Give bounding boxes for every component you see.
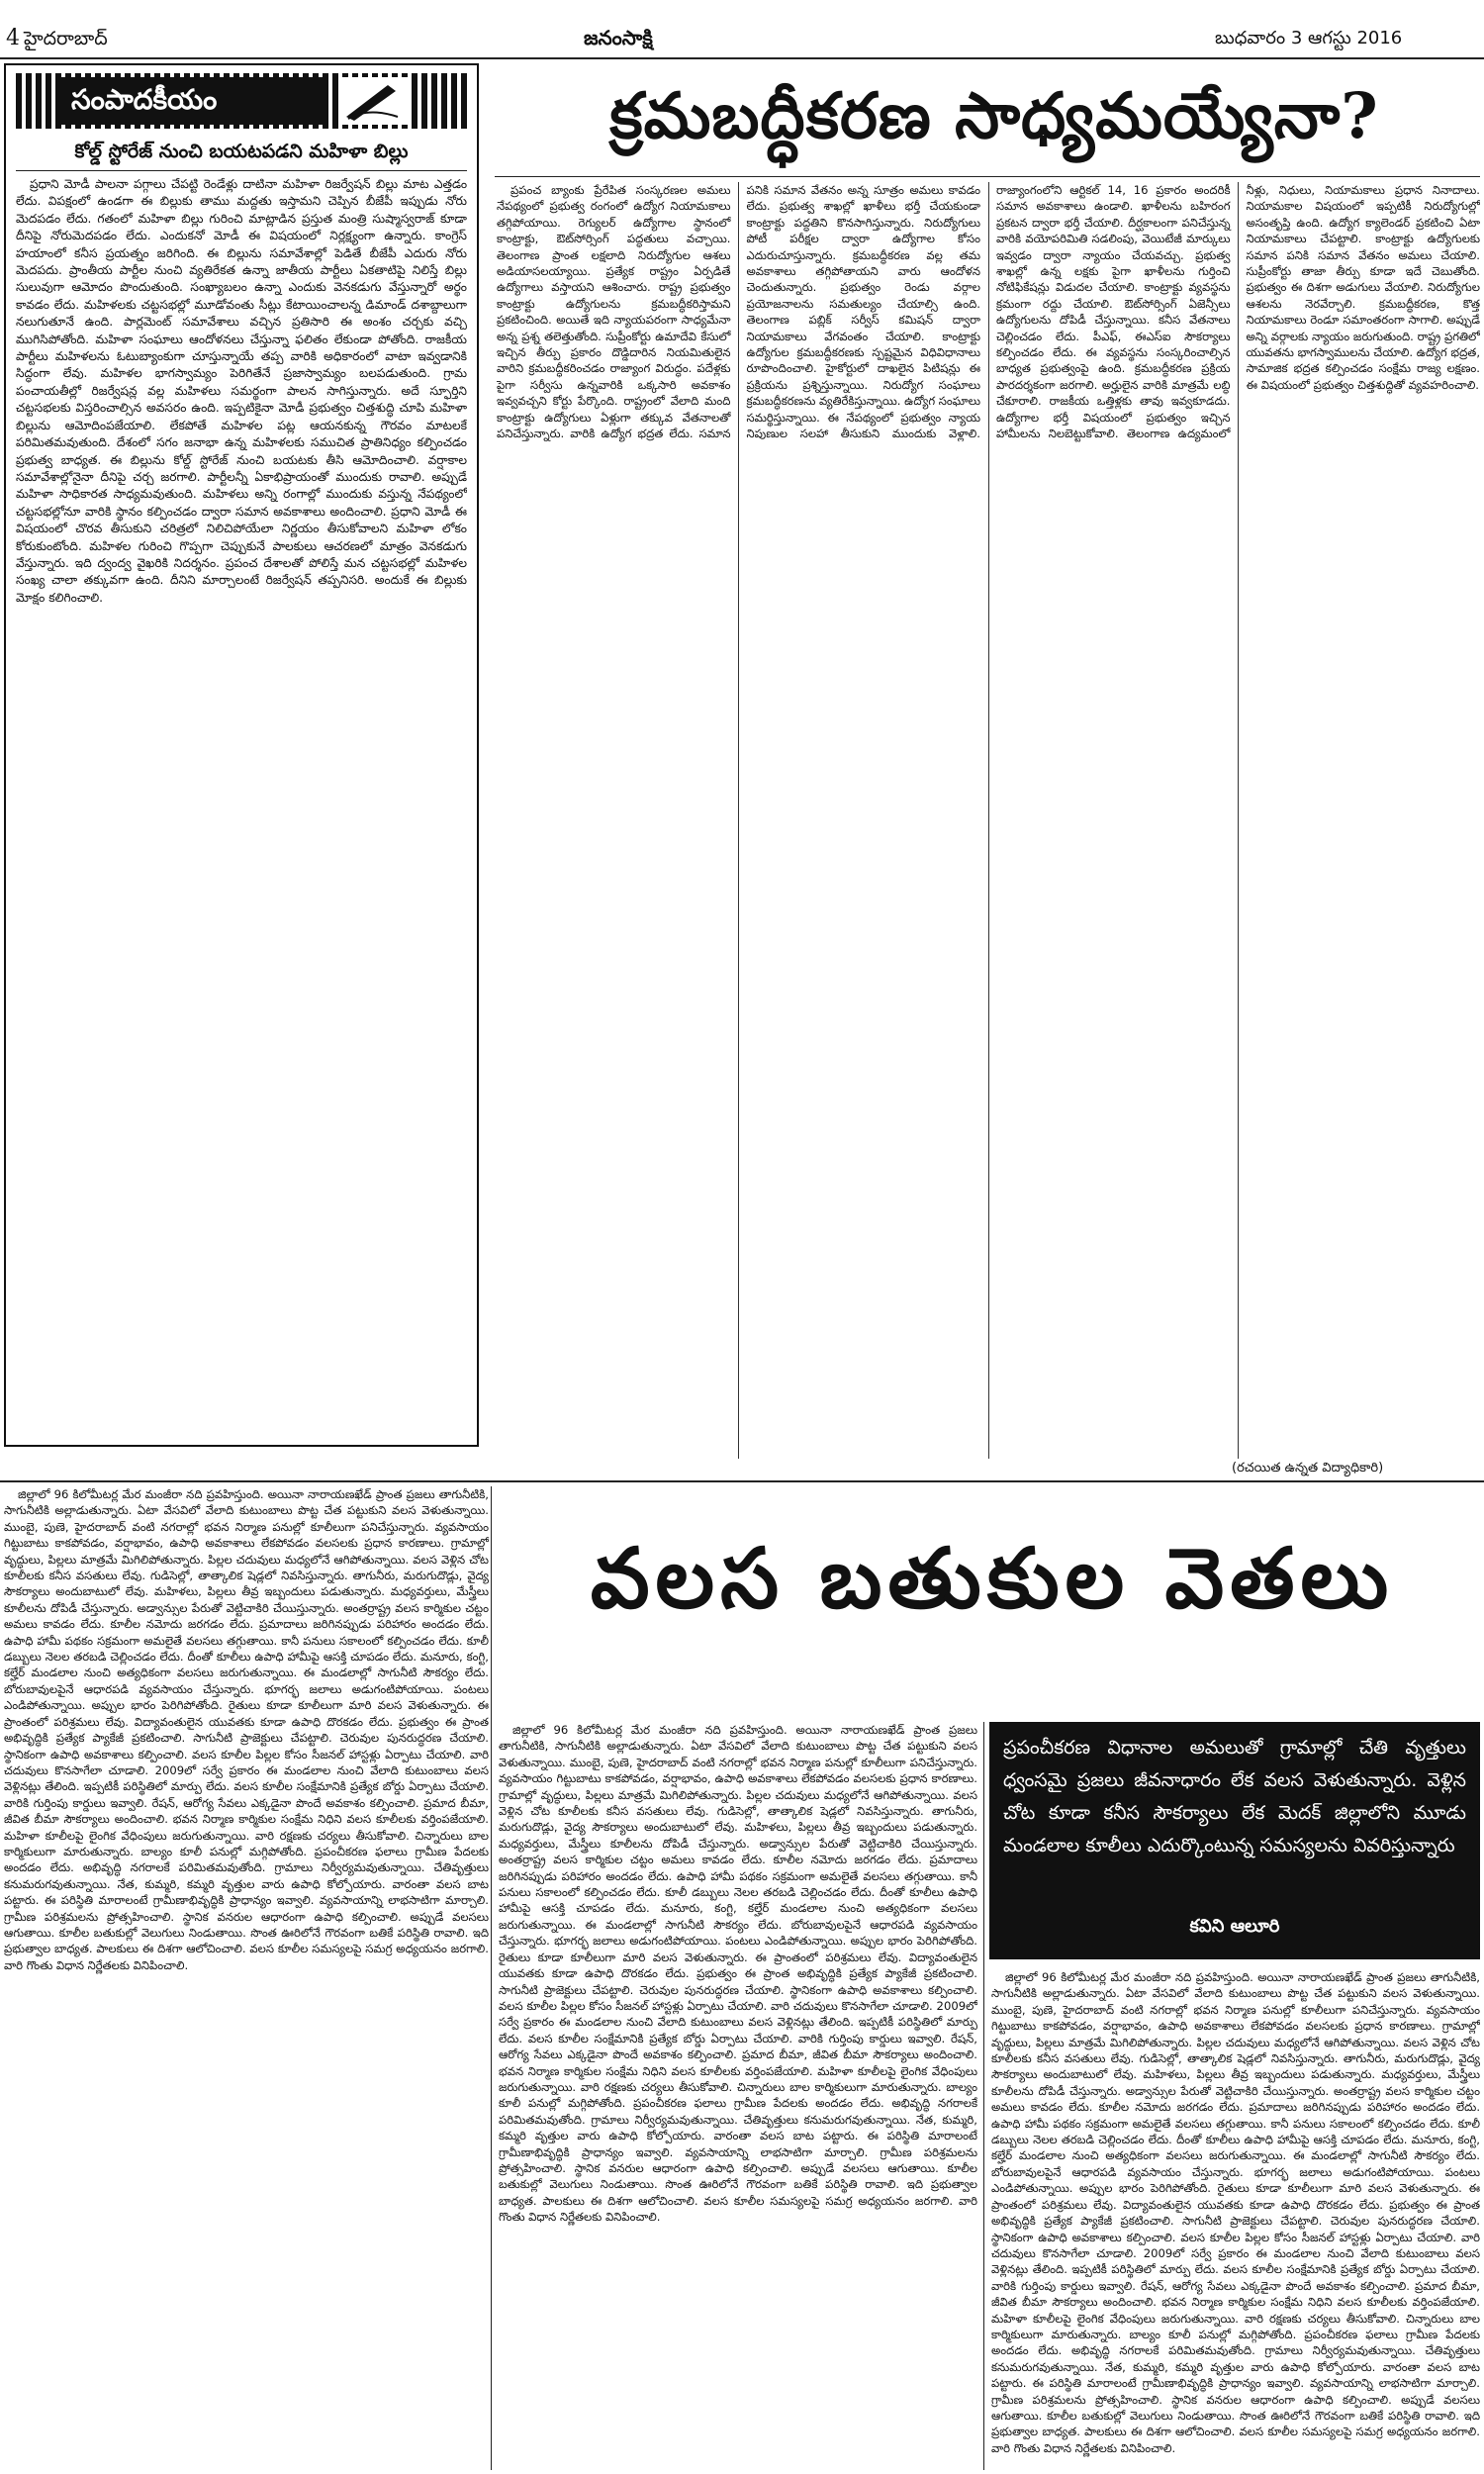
article2-body <box>4 1486 489 2470</box>
article2-headline: వలస బతుకుల వెతలు <box>590 1529 1395 1627</box>
city-name: హైదరాబాద్ <box>24 28 108 49</box>
column-rule-a <box>491 1486 492 2470</box>
editorial-label: సంపాదకీయం <box>71 83 218 116</box>
paper-name: జనంసాక్షి <box>584 26 653 49</box>
issue-date: బుధవారం 3 ఆగస్టు 2016 <box>1215 28 1403 48</box>
editorial-box <box>4 63 479 1447</box>
page-number: 4 <box>6 26 20 50</box>
article1-body <box>497 182 1480 1459</box>
article2-author: కవిని ఆలూరి <box>1189 1916 1280 1937</box>
article1-headline-rule <box>495 176 1480 177</box>
article2-text-right: జిల్లాలో 96 కిలోమీటర్ల మేర మంజీరా నది ప్రవహిస్తుంది. అయినా నారాయణఖేడ్ ప్రాంత ప్రజలు తాగునీటికి, సాగునీటికి అల్లాడుతున్నారు. ఏటా వేసవిలో వేలాది కుటుంబాలు పొట్ట చేత పట్టుకుని వలస వెళుతున్నాయి. ముంబై, పుణె, హైదరాబాద్ వంటి నగరాల్లో భవన నిర్మాణ పనుల్లో కూలీలుగా పనిచేస్తున్నారు. వ్యవసాయం గిట్టుబాటు కాకపోవడం, వర్షాభావం, ఉపాధి అవకాశాలు లేకపోవడం వలసలకు ప్రధాన కారణాలు. గ్రామాల్లో వృద్ధులు, పిల్లలు మాత్రమే మిగిలిపోతున్నారు. పిల్లల చదువులు మధ్యలోనే ఆగిపోతున్నాయి. వలస వెళ్లిన చోట కూలీలకు కనీస వసతులు లేవు. గుడిసెల్లో, తాత్కాలిక షెడ్లలో నివసిస్తున్నారు. తాగునీరు, మరుగుదొడ్లు, వైద్య సౌకర్యాలు అందుబాటులో లేవు. మహిళలు, పిల్లలు తీవ్ర ఇబ్బందులు పడుతున్నారు. మధ్యవర్తులు, మేస్త్రీలు కూలీలను దోపిడీ చేస్తున్నారు. అడ్వాన్సుల పేరుతో వెట్టిచాకిరి చేయిస్తున్నారు. అంతర్రాష్ట్ర వలస కార్మికుల చట్టం అమలు కావడం లేదు. కూలీల నమోదు జరగడం లేదు. ప్రమాదాలు జరిగినప్పుడు పరిహారం అందడం లేదు. ఉపాధి హామీ పథకం సక్రమంగా అమలైతే వలసలు తగ్గుతాయి. కానీ పనులు సకాలంలో కల్పించడం లేదు. కూలీ డబ్బులు నెలల తరబడి చెల్లించడం లేదు. దీంతో కూలీలు ఉపాధి హామీపై ఆసక్తి చూపడం లేదు. మనూరు, కంగ్టి, కల్హేర్ మండలాల నుంచి అత్యధికంగా వలసలు జరుగుతున్నాయి. ఈ మండలాల్లో సాగునీటి సౌకర్యం లేదు. బోరుబావులపైనే ఆధారపడి వ్యవసాయం చేస్తున్నారు. భూగర్భ జలాలు అడుగంటిపోయాయి. పంటలు ఎండిపోతున్నాయి. అప్పుల భారం పెరిగిపోతోంది. రైతులు కూడా కూలీలుగా మారి వలస వెళుతున్నారు. ఈ ప్రాంతంలో పరిశ్రమలు లేవు. విద్యావంతులైన యువతకు కూడా ఉపాధి దొరకడం లేదు. ప్రభుత్వం ఈ ప్రాంత అభివృద్ధికి ప్రత్యేక ప్యాకేజీ ప్రకటించాలి. సాగునీటి ప్రాజెక్టులు చేపట్టాలి. చెరువుల పునరుద్ధరణ చేయాలి. స్థానికంగా ఉపాధి అవకాశాలు కల్పించాలి. వలస కూలీల పిల్లల కోసం సీజనల్ హాస్టళ్లు ఏర్పాటు చేయాలి. వారి చదువులు కొనసాగేలా చూడాలి. 2009లో సర్వే ప్రకారం ఈ మండలాల నుంచి వేలాది కుటుంబాలు వలస వెళ్లినట్లు తేలింది. ఇప్పటికీ పరిస్థితిలో మార్పు లేదు. వలస కూలీల సంక్షేమానికి ప్రత్యేక బోర్డు ఏర్పాటు చేయాలి. వారికి గుర్తింపు కార్డులు ఇవ్వాలి. రేషన్, ఆరోగ్య సేవలు ఎక్కడైనా పొందే అవకాశం కల్పించాలి. ప్రమాద బీమా, జీవిత బీమా సౌకర్యాలు అందించాలి. భవన నిర్మాణ కార్మికుల సంక్షేమ నిధిని వలస కూలీలకు వర్తింపజేయాలి. మహిళా కూలీలపై లైంగిక వేధింపులు జరుగుతున్నాయి. వారి రక్షణకు చర్యలు తీసుకోవాలి. చిన్నారులు బాల కార్మికులుగా మారుతున్నారు. బాల్యం కూలీ పనుల్లో మగ్గిపోతోంది. ప్రపంచీకరణ ఫలాలు గ్రామీణ పేదలకు అందడం లేదు. అభివృద్ధి నగరాలకే పరిమితమవుతోంది. గ్రామాలు నిర్వీర్యమవుతున్నాయి. చేతివృత్తులు కనుమరుగవుతున్నాయి. నేత, కుమ్మరి, కమ్మరి వృత్తుల వారు ఉపాధి కోల్పోయారు. వారంతా వలస బాట పట్టారు. ఈ పరిస్థితి మారాలంటే గ్రామీణాభివృద్ధికి ప్రాధాన్యం ఇవ్వాలి. వ్యవసాయాన్ని లాభసాటిగా మార్చాలి. గ్రామీణ పరిశ్రమలను ప్రోత్సహించాలి. స్థానిక వనరుల ఆధారంగా ఉపాధి కల్పించాలి. అప్పుడే వలసలు ఆగుతాయి. కూలీల బతుకుల్లో వెలుగులు నిండుతాయి. సొంత ఊరిలోనే గౌరవంగా బతికే పరిస్థితి రావాలి. ఇది ప్రభుత్వాల బాధ్యత. పాలకులు ఈ దిశగా ఆలోచించాలి. వలస కూలీల సమస్యలపై సమగ్ర అధ్యయనం జరగాలి. వారి గొంతు విధాన నిర్ణేతలకు వినిపించాలి. <box>991 1970 1480 2455</box>
article2-intro-box <box>989 1722 1480 1959</box>
editorial-subtitle: కోల్డ్ స్టోరేజ్ నుంచి బయటపడని మహిళా బిల్లు <box>74 141 409 162</box>
editorial-subtitle-rule <box>16 170 467 171</box>
article2-intro: ప్రపంచీకరణ విధానాల అమలుతో గ్రామాల్లో చేతి వృత్తులు ధ్వంసమై ప్రజలు జీవనాధారం లేక వలస వెళుతున్నారు. వెళ్లిన చోట కూడా కనీస సౌకర్యాలు లేక మెదక్ జిల్లాలోని మూడు మండలాల కూలీలు ఎదుర్కొంటున్న సమస్యలను వివరిస్తున్నారు <box>1003 1737 1466 1856</box>
article2-text-middle: జిల్లాలో 96 కిలోమీటర్ల మేర మంజీరా నది ప్రవహిస్తుంది. అయినా నారాయణఖేడ్ ప్రాంత ప్రజలు తాగునీటికి, సాగునీటికి అల్లాడుతున్నారు. ఏటా వేసవిలో వేలాది కుటుంబాలు పొట్ట చేత పట్టుకుని వలస వెళుతున్నాయి. ముంబై, పుణె, హైదరాబాద్ వంటి నగరాల్లో భవన నిర్మాణ పనుల్లో కూలీలుగా పనిచేస్తున్నారు. వ్యవసాయం గిట్టుబాటు కాకపోవడం, వర్షాభావం, ఉపాధి అవకాశాలు లేకపోవడం వలసలకు ప్రధాన కారణాలు. గ్రామాల్లో వృద్ధులు, పిల్లలు మాత్రమే మిగిలిపోతున్నారు. పిల్లల చదువులు మధ్యలోనే ఆగిపోతున్నాయి. వలస వెళ్లిన చోట కూలీలకు కనీస వసతులు లేవు. గుడిసెల్లో, తాత్కాలిక షెడ్లలో నివసిస్తున్నారు. తాగునీరు, మరుగుదొడ్లు, వైద్య సౌకర్యాలు అందుబాటులో లేవు. మహిళలు, పిల్లలు తీవ్ర ఇబ్బందులు పడుతున్నారు. మధ్యవర్తులు, మేస్త్రీలు కూలీలను దోపిడీ చేస్తున్నారు. అడ్వాన్సుల పేరుతో వెట్టిచాకిరి చేయిస్తున్నారు. అంతర్రాష్ట్ర వలస కార్మికుల చట్టం అమలు కావడం లేదు. కూలీల నమోదు జరగడం లేదు. ప్రమాదాలు జరిగినప్పుడు పరిహారం అందడం లేదు. ఉపాధి హామీ పథకం సక్రమంగా అమలైతే వలసలు తగ్గుతాయి. కానీ పనులు సకాలంలో కల్పించడం లేదు. కూలీ డబ్బులు నెలల తరబడి చెల్లించడం లేదు. దీంతో కూలీలు ఉపాధి హామీపై ఆసక్తి చూపడం లేదు. మనూరు, కంగ్టి, కల్హేర్ మండలాల నుంచి అత్యధికంగా వలసలు జరుగుతున్నాయి. ఈ మండలాల్లో సాగునీటి సౌకర్యం లేదు. బోరుబావులపైనే ఆధారపడి వ్యవసాయం చేస్తున్నారు. భూగర్భ జలాలు అడుగంటిపోయాయి. పంటలు ఎండిపోతున్నాయి. అప్పుల భారం పెరిగిపోతోంది. రైతులు కూడా కూలీలుగా మారి వలస వెళుతున్నారు. ఈ ప్రాంతంలో పరిశ్రమలు లేవు. విద్యావంతులైన యువతకు కూడా ఉపాధి దొరకడం లేదు. ప్రభుత్వం ఈ ప్రాంత అభివృద్ధికి ప్రత్యేక ప్యాకేజీ ప్రకటించాలి. సాగునీటి ప్రాజెక్టులు చేపట్టాలి. చెరువుల పునరుద్ధరణ చేయాలి. స్థానికంగా ఉపాధి అవకాశాలు కల్పించాలి. వలస కూలీల పిల్లల కోసం సీజనల్ హాస్టళ్లు ఏర్పాటు చేయాలి. వారి చదువులు కొనసాగేలా చూడాలి. 2009లో సర్వే ప్రకారం ఈ మండలాల నుంచి వేలాది కుటుంబాలు వలస వెళ్లినట్లు తేలింది. ఇప్పటికీ పరిస్థితిలో మార్పు లేదు. వలస కూలీల సంక్షేమానికి ప్రత్యేక బోర్డు ఏర్పాటు చేయాలి. వారికి గుర్తింపు కార్డులు ఇవ్వాలి. రేషన్, ఆరోగ్య సేవలు ఎక్కడైనా పొందే అవకాశం కల్పించాలి. ప్రమాద బీమా, జీవిత బీమా సౌకర్యాలు అందించాలి. భవన నిర్మాణ కార్మికుల సంక్షేమ నిధిని వలస కూలీలకు వర్తింపజేయాలి. మహిళా కూలీలపై లైంగిక వేధింపులు జరుగుతున్నాయి. వారి రక్షణకు చర్యలు తీసుకోవాలి. చిన్నారులు బాల కార్మికులుగా మారుతున్నారు. బాల్యం కూలీ పనుల్లో మగ్గిపోతోంది. ప్రపంచీకరణ ఫలాలు గ్రామీణ పేదలకు అందడం లేదు. అభివృద్ధి నగరాలకే పరిమితమవుతోంది. గ్రామాలు నిర్వీర్యమవుతున్నాయి. చేతివృత్తులు కనుమరుగవుతున్నాయి. నేత, కుమ్మరి, కమ్మరి వృత్తుల వారు ఉపాధి కోల్పోయారు. వారంతా వలస బాట పట్టారు. ఈ పరిస్థితి మారాలంటే గ్రామీణాభివృద్ధికి ప్రాధాన్యం ఇవ్వాలి. వ్యవసాయాన్ని లాభసాటిగా మార్చాలి. గ్రామీణ పరిశ్రమలను ప్రోత్సహించాలి. స్థానిక వనరుల ఆధారంగా ఉపాధి కల్పించాలి. అప్పుడే వలసలు ఆగుతాయి. కూలీల బతుకుల్లో వెలుగులు నిండుతాయి. సొంత ఊరిలోనే గౌరవంగా బతికే పరిస్థితి రావాలి. ఇది ప్రభుత్వాల బాధ్యత. పాలకులు ఈ దిశగా ఆలోచించాలి. వలస కూలీల సమస్యలపై సమగ్ర అధ్యయనం జరగాలి. వారి గొంతు విధాన నిర్ణేతలకు వినిపించాలి. <box>499 1723 977 2225</box>
pen-icon <box>338 77 408 125</box>
article1-author: (రచయిత ఉన్నత విద్యాధికారి) <box>1232 1461 1384 1475</box>
masthead <box>0 0 1484 61</box>
article1-headline: క్రమబద్ధీకరణ సాధ్యమయ్యేనా? <box>609 79 1379 153</box>
editorial-body <box>16 176 467 1439</box>
article2-text-left: జిల్లాలో 96 కిలోమీటర్ల మేర మంజీరా నది ప్రవహిస్తుంది. అయినా నారాయణఖేడ్ ప్రాంత ప్రజలు తాగునీటికి, సాగునీటికి అల్లాడుతున్నారు. ఏటా వేసవిలో వేలాది కుటుంబాలు పొట్ట చేత పట్టుకుని వలస వెళుతున్నాయి. ముంబై, పుణె, హైదరాబాద్ వంటి నగరాల్లో భవన నిర్మాణ పనుల్లో కూలీలుగా పనిచేస్తున్నారు. వ్యవసాయం గిట్టుబాటు కాకపోవడం, వర్షాభావం, ఉపాధి అవకాశాలు లేకపోవడం వలసలకు ప్రధాన కారణాలు. గ్రామాల్లో వృద్ధులు, పిల్లలు మాత్రమే మిగిలిపోతున్నారు. పిల్లల చదువులు మధ్యలోనే ఆగిపోతున్నాయి. వలస వెళ్లిన చోట కూలీలకు కనీస వసతులు లేవు. గుడిసెల్లో, తాత్కాలిక షెడ్లలో నివసిస్తున్నారు. తాగునీరు, మరుగుదొడ్లు, వైద్య సౌకర్యాలు అందుబాటులో లేవు. మహిళలు, పిల్లలు తీవ్ర ఇబ్బందులు పడుతున్నారు. మధ్యవర్తులు, మేస్త్రీలు కూలీలను దోపిడీ చేస్తున్నారు. అడ్వాన్సుల పేరుతో వెట్టిచాకిరి చేయిస్తున్నారు. అంతర్రాష్ట్ర వలస కార్మికుల చట్టం అమలు కావడం లేదు. కూలీల నమోదు జరగడం లేదు. ప్రమాదాలు జరిగినప్పుడు పరిహారం అందడం లేదు. ఉపాధి హామీ పథకం సక్రమంగా అమలైతే వలసలు తగ్గుతాయి. కానీ పనులు సకాలంలో కల్పించడం లేదు. కూలీ డబ్బులు నెలల తరబడి చెల్లించడం లేదు. దీంతో కూలీలు ఉపాధి హామీపై ఆసక్తి చూపడం లేదు. మనూరు, కంగ్టి, కల్హేర్ మండలాల నుంచి అత్యధికంగా వలసలు జరుగుతున్నాయి. ఈ మండలాల్లో సాగునీటి సౌకర్యం లేదు. బోరుబావులపైనే ఆధారపడి వ్యవసాయం చేస్తున్నారు. భూగర్భ జలాలు అడుగంటిపోయాయి. పంటలు ఎండిపోతున్నాయి. అప్పుల భారం పెరిగిపోతోంది. రైతులు కూడా కూలీలుగా మారి వలస వెళుతున్నారు. ఈ ప్రాంతంలో పరిశ్రమలు లేవు. విద్యావంతులైన యువతకు కూడా ఉపాధి దొరకడం లేదు. ప్రభుత్వం ఈ ప్రాంత అభివృద్ధికి ప్రత్యేక ప్యాకేజీ ప్రకటించాలి. సాగునీటి ప్రాజెక్టులు చేపట్టాలి. చెరువుల పునరుద్ధరణ చేయాలి. స్థానికంగా ఉపాధి అవకాశాలు కల్పించాలి. వలస కూలీల పిల్లల కోసం సీజనల్ హాస్టళ్లు ఏర్పాటు చేయాలి. వారి చదువులు కొనసాగేలా చూడాలి. 2009లో సర్వే ప్రకారం ఈ మండలాల నుంచి వేలాది కుటుంబాలు వలస వెళ్లినట్లు తేలింది. ఇప్పటికీ పరిస్థితిలో మార్పు లేదు. వలస కూలీల సంక్షేమానికి ప్రత్యేక బోర్డు ఏర్పాటు చేయాలి. వారికి గుర్తింపు కార్డులు ఇవ్వాలి. రేషన్, ఆరోగ్య సేవలు ఎక్కడైనా పొందే అవకాశం కల్పించాలి. ప్రమాద బీమా, జీవిత బీమా సౌకర్యాలు అందించాలి. భవన నిర్మాణ కార్మికుల సంక్షేమ నిధిని వలస కూలీలకు వర్తింపజేయాలి. మహిళా కూలీలపై లైంగిక వేధింపులు జరుగుతున్నాయి. వారి రక్షణకు చర్యలు తీసుకోవాలి. చిన్నారులు బాల కార్మికులుగా మారుతున్నారు. బాల్యం కూలీ పనుల్లో మగ్గిపోతోంది. ప్రపంచీకరణ ఫలాలు గ్రామీణ పేదలకు అందడం లేదు. అభివృద్ధి నగరాలకే పరిమితమవుతోంది. గ్రామాలు నిర్వీర్యమవుతున్నాయి. చేతివృత్తులు కనుమరుగవుతున్నాయి. నేత, కుమ్మరి, కమ్మరి వృత్తుల వారు ఉపాధి కోల్పోయారు. వారంతా వలస బాట పట్టారు. ఈ పరిస్థితి మారాలంటే గ్రామీణాభివృద్ధికి ప్రాధాన్యం ఇవ్వాలి. వ్యవసాయాన్ని లాభసాటిగా మార్చాలి. గ్రామీణ పరిశ్రమలను ప్రోత్సహించాలి. స్థానిక వనరుల ఆధారంగా ఉపాధి కల్పించాలి. అప్పుడే వలసలు ఆగుతాయి. కూలీల బతుకుల్లో వెలుగులు నిండుతాయి. సొంత ఊరిలోనే గౌరవంగా బతికే పరిస్థితి రావాలి. ఇది ప్రభుత్వాల బాధ్యత. పాలకులు ఈ దిశగా ఆలోచించాలి. వలస కూలీల సమస్యలపై సమగ్ర అధ్యయనం జరగాలి. వారి గొంతు విధాన నిర్ణేతలకు వినిపించాలి. <box>4 1487 489 1972</box>
article1-text: ప్రపంచ బ్యాంకు ప్రేరేపిత సంస్కరణల అమలు నేపథ్యంలో ప్రభుత్వ రంగంలో ఉద్యోగ నియామకాలు తగ్గిపోయాయి. రెగ్యులర్ ఉద్యోగాల స్థానంలో కాంట్రాక్టు, ఔట్‌సోర్సింగ్ పద్ధతులు వచ్చాయి. తెలంగాణ ప్రాంత లక్షలాది నిరుద్యోగుల ఆశలు అడియాసలయ్యాయి. ప్రత్యేక రాష్ట్రం ఏర్పడితే ఉద్యోగాలు వస్తాయని ఆశించారు. రాష్ట్ర ప్రభుత్వం కాంట్రాక్టు ఉద్యోగులను క్రమబద్ధీకరిస్తామని ప్రకటించింది. అయితే ఇది న్యాయపరంగా సాధ్యమేనా అన్న ప్రశ్న తలెత్తుతోంది. సుప్రీంకోర్టు ఉమాదేవి కేసులో ఇచ్చిన తీర్పు ప్రకారం దొడ్డిదారిన నియమితులైన వారిని క్రమబద్ధీకరించడం రాజ్యాంగ విరుద్ధం. పదేళ్లకు పైగా సర్వీసు ఉన్నవారికి ఒక్కసారి అవకాశం ఇవ్వవచ్చని కోర్టు పేర్కొంది. రాష్ట్రంలో వేలాది మంది కాంట్రాక్టు ఉద్యోగులు ఏళ్లుగా తక్కువ వేతనాలతో పనిచేస్తున్నారు. వారికి ఉద్యోగ భద్రత లేదు. సమాన పనికి సమాన వేతనం అన్న సూత్రం అమలు కావడం లేదు. ప్రభుత్వ శాఖల్లో ఖాళీలు భర్తీ చేయకుండా కాంట్రాక్టు పద్ధతిని కొనసాగిస్తున్నారు. నిరుద్యోగులు పోటీ పరీక్షల ద్వారా ఉద్యోగాల కోసం ఎదురుచూస్తున్నారు. క్రమబద్ధీకరణ వల్ల తమ అవకాశాలు తగ్గిపోతాయని వారు ఆందోళన చెందుతున్నారు. ప్రభుత్వం రెండు వర్గాల ప్రయోజనాలను సమతుల్యం చేయాల్సి ఉంది. తెలంగాణ పబ్లిక్ సర్వీస్ కమిషన్ ద్వారా నియామకాలు వేగవంతం చేయాలి. కాంట్రాక్టు ఉద్యోగుల క్రమబద్ధీకరణకు స్పష్టమైన విధివిధానాలు రూపొందించాలి. హైకోర్టులో దాఖలైన పిటిషన్లు ఈ ప్రక్రియను ప్రశ్నిస్తున్నాయి. నిరుద్యోగ సంఘాలు క్రమబద్ధీకరణను వ్యతిరేకిస్తున్నాయి. ఉద్యోగ సంఘాలు సమర్థిస్తున్నాయి. ఈ నేపథ్యంలో ప్రభుత్వం న్యాయ నిపుణుల సలహా తీసుకుని ముందుకు వెళ్లాలి. రాజ్యాంగంలోని ఆర్టికల్ 14, 16 ప్రకారం అందరికీ సమాన అవకాశాలు ఉండాలి. ఖాళీలను బహిరంగ ప్రకటన ద్వారా భర్తీ చేయాలి. దీర్ఘకాలంగా పనిచేస్తున్న వారికి వయోపరిమితి సడలింపు, వెయిటేజీ మార్కులు ఇవ్వడం ద్వారా న్యాయం చేయవచ్చు. ప్రభుత్వ శాఖల్లో ఉన్న లక్షకు పైగా ఖాళీలను గుర్తించి నోటిఫికేషన్లు విడుదల చేయాలి. కాంట్రాక్టు వ్యవస్థను క్రమంగా రద్దు చేయాలి. ఔట్‌సోర్సింగ్ ఏజెన్సీలు ఉద్యోగులను దోపిడీ చేస్తున్నాయి. కనీస వేతనాలు చెల్లించడం లేదు. పీఎఫ్, ఈఎస్ఐ సౌకర్యాలు కల్పించడం లేదు. ఈ వ్యవస్థను సంస్కరించాల్సిన బాధ్యత ప్రభుత్వంపై ఉంది. క్రమబద్ధీకరణ ప్రక్రియ పారదర్శకంగా జరగాలి. అర్హులైన వారికి మాత్రమే లబ్ధి చేకూరాలి. రాజకీయ ఒత్తిళ్లకు తావు ఇవ్వకూడదు. ఉద్యోగాల భర్తీ విషయంలో ప్రభుత్వం ఇచ్చిన హామీలను నిలబెట్టుకోవాలి. తెలంగాణ ఉద్యమంలో నీళ్లు, నిధులు, నియామకాలు ప్రధాన నినాదాలు. నియామకాల విషయంలో ఇప్పటికీ నిరుద్యోగుల్లో అసంతృప్తి ఉంది. ఉద్యోగ క్యాలెండర్ ప్రకటించి ఏటా నియామకాలు చేపట్టాలి. కాంట్రాక్టు ఉద్యోగులకు సమాన పనికి సమాన వేతనం అమలు చేయాలి. సుప్రీంకోర్టు తాజా తీర్పు కూడా ఇదే చెబుతోంది. ప్రభుత్వం ఈ దిశగా అడుగులు వేయాలి. నిరుద్యోగుల ఆశలను నెరవేర్చాలి. క్రమబద్ధీకరణ, కొత్త నియామకాలు రెండూ సమాంతరంగా సాగాలి. అప్పుడే అన్ని వర్గాలకు న్యాయం జరుగుతుంది. రాష్ట్ర ప్రగతిలో యువతను భాగస్వాములను చేయాలి. ఉద్యోగ భద్రత, సామాజిక భద్రత కల్పించడం సంక్షేమ రాజ్య లక్షణం. ఈ విషయంలో ప్రభుత్వం చిత్తశుద్ధితో వ్యవహరించాలి. <box>497 183 1480 441</box>
article2-body-middle <box>499 1722 977 2470</box>
masthead-rule <box>0 57 1484 59</box>
article2-body-right <box>991 1969 1480 2470</box>
editorial-banner <box>16 73 467 129</box>
editorial-text: ప్రధాని మోడీ పాలనా పగ్గాలు చేపట్టి రెండేళ్లు దాటినా మహిళా రిజర్వేషన్ బిల్లు మాట ఎత్తడం లేదు. విపక్షంలో ఉండగా ఈ బిల్లుకు తాము మద్దతు ఇస్తామని చెప్పిన బీజేపీ ఇప్పుడు నోరు మెదపడం లేదు. గతంలో మహిళా బిల్లు గురించి మాట్లాడిన ప్రస్తుత మంత్రి సుష్మాస్వరాజ్ కూడా దీనిపై నోరుమెదపడం లేదు. ఎందుకనో మోడీ ఈ విషయంలో నిర్లక్ష్యంగా ఉన్నారు. కాంగ్రెస్ హయాంలో కనీస ప్రయత్నం జరిగింది. ఈ బిల్లును సమావేశాల్లో పెడితే బీజేపీ ఎదురు నోరు మెదపదు. ప్రాంతీయ పార్టీల నుంచి వ్యతిరేకత ఉన్నా జాతీయ పార్టీలు ఏకతాటిపై నిలిస్తే బిల్లు సులువుగా ఆమోదం పొందుతుంది. సంఖ్యాబలం ఉన్నా ఎందుకు వెనకడుగు వేస్తున్నారో అర్థం కావడం లేదు. మహిళలకు చట్టసభల్లో మూడోవంతు సీట్లు కేటాయించాలన్న డిమాండ్ దశాబ్దాలుగా నలుగుతూనే ఉంది. పార్లమెంట్ సమావేశాలు వచ్చిన ప్రతిసారి ఈ అంశం చర్చకు వచ్చి ముగిసిపోతోంది. మహిళా సంఘాలు ఆందోళనలు చేస్తున్నా ఫలితం లేకుండా పోతోంది. రాజకీయ పార్టీలు మహిళలను ఓటుబ్యాంకుగా చూస్తున్నాయే తప్ప వారికి అధికారంలో వాటా ఇవ్వడానికి సిద్ధంగా లేవు. మహిళల భాగస్వామ్యం పెరిగితేనే ప్రజాస్వామ్యం బలపడుతుంది. గ్రామ పంచాయతీల్లో రిజర్వేషన్ల వల్ల మహిళలు సమర్థంగా పాలన సాగిస్తున్నారు. అదే స్ఫూర్తిని చట్టసభలకు విస్తరించాల్సిన అవసరం ఉంది. ఇప్పటికైనా మోడీ ప్రభుత్వం చిత్తశుద్ధి చూపి మహిళా బిల్లును ఆమోదింపజేయాలి. లేకపోతే మహిళల పట్ల ఆయనకున్న గౌరవం మాటలకే పరిమితమవుతుంది. దేశంలో సగం జనాభా ఉన్న మహిళలకు సముచిత ప్రాతినిధ్యం కల్పించడం ప్రభుత్వ బాధ్యత. ఈ బిల్లును కోల్డ్ స్టోరేజ్ నుంచి బయటకు తీసి ఆమోదించాలి. వర్షాకాల సమావేశాల్లోనైనా దీనిపై చర్చ జరగాలి. పార్టీలన్నీ ఏకాభిప్రాయంతో ముందుకు రావాలి. అప్పుడే మహిళా సాధికారత సాధ్యమవుతుంది. మహిళలు అన్ని రంగాల్లో ముందుకు వస్తున్న నేపథ్యంలో చట్టసభల్లోనూ వారికి స్థానం కల్పించడం ద్వారా సమాన అవకాశాలు అందించాలి. ప్రధాని మోడీ ఈ విషయంలో చొరవ తీసుకుని చరిత్రలో నిలిచిపోయేలా నిర్ణయం తీసుకోవాలని మహిళా లోకం కోరుకుంటోంది. మహిళల గురించి గొప్పగా చెప్పుకునే పాలకులు ఆచరణలో మాత్రం వెనకడుగు వేస్తున్నారు. ఇది ద్వంద్వ వైఖరికి నిదర్శనం. ప్రపంచ దేశాలతో పోలిస్తే మన చట్టసభల్లో మహిళల సంఖ్య చాలా తక్కువగా ఉంది. దీనిని మార్చాలంటే రిజర్వేషన్ తప్పనిసరి. అందుకే ఈ బిల్లుకు మోక్షం కలిగించాలి. <box>16 177 467 605</box>
column-rule-b <box>983 1722 984 2470</box>
section-divider <box>0 1480 1484 1482</box>
